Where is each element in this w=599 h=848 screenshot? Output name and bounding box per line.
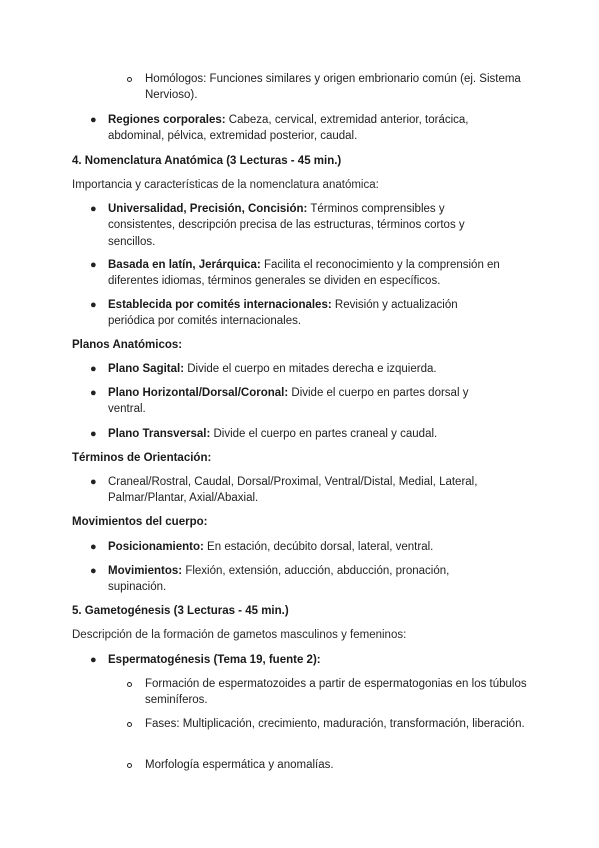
- hollow-circle-bullet-icon: [127, 77, 132, 82]
- bullet-icon: ●: [90, 541, 97, 553]
- plano-transversal-text: Divide el cuerpo en partes craneal y caudal.: [210, 428, 438, 440]
- movimientos-text: Flexión, extensión, aducción, abducción, pronación, supinación.: [108, 565, 450, 594]
- regiones-text: Cabeza, cervical, extremidad anterior, torácica, abdominal, pélvica, extremidad posterior, caudal.: [108, 114, 469, 143]
- plano-sagital-label: Plano Sagital:: [108, 363, 185, 375]
- posicionamiento-text: En estación, decúbito dorsal, lateral, ventral.: [203, 541, 434, 553]
- list-item-espermatogenesis: [90, 652, 510, 668]
- terminos-text: Craneal/Rostral, Caudal, Dorsal/Proximal, Ventral/Distal, Medial, Lateral, Palmar/Plantar, Axial/Abaxial.: [108, 476, 478, 505]
- list-item-homologos: [127, 71, 547, 104]
- bullet-icon: ●: [90, 299, 97, 311]
- list-item-comites: [90, 297, 490, 330]
- section-5-intro: Descripción de la formación de gametos masculinos y femeninos:: [72, 629, 407, 641]
- plano-sagital-text: Divide el cuerpo en mitades derecha e izquierda.: [184, 363, 437, 375]
- movimientos-label: Movimientos:: [108, 565, 183, 577]
- espermatogenesis-label: Espermatogénesis (Tema 19, fuente 2):: [108, 654, 321, 666]
- list-item-regiones: [90, 112, 510, 145]
- section-5-title: 5. Gametogénesis (3 Lecturas - 45 min.): [72, 605, 289, 617]
- hollow-circle-bullet-icon: [127, 763, 132, 768]
- planos-title: Planos Anatómicos:: [72, 339, 183, 351]
- bullet-icon: ●: [90, 654, 97, 666]
- list-item-universalidad: [90, 201, 500, 250]
- section-4-intro: Importancia y características de la nomenclatura anatómica:: [72, 179, 379, 191]
- list-item-esperm-fases: [127, 716, 527, 732]
- hollow-circle-bullet-icon: [127, 722, 132, 727]
- comites-text: Revisión y actualización periódica por comités internacionales.: [108, 299, 458, 328]
- list-item-posicionamiento: [90, 539, 510, 555]
- list-item-movimientos: [90, 563, 490, 596]
- latin-text: Facilita el reconocimiento y la comprensión en diferentes idiomas, términos generales se dividen en específicos.: [108, 259, 500, 288]
- regiones-label: Regiones corporales:: [108, 114, 226, 126]
- list-item-esperm-formacion: [127, 676, 527, 709]
- list-item-text: Morfología espermática y anomalías.: [145, 759, 334, 771]
- comites-label: Establecida por comités internacionales:: [108, 299, 332, 311]
- plano-horizontal-text: Divide el cuerpo en partes dorsal y ventral.: [108, 387, 469, 416]
- bullet-icon: ●: [90, 476, 97, 488]
- list-item-plano-transversal: [90, 426, 510, 442]
- latin-label: Basada en latín, Jerárquica:: [108, 259, 261, 271]
- list-item-latin: [90, 257, 530, 290]
- plano-transversal-label: Plano Transversal:: [108, 428, 211, 440]
- hollow-circle-bullet-icon: [127, 682, 132, 687]
- bullet-icon: ●: [90, 363, 97, 375]
- bullet-icon: ●: [90, 565, 97, 577]
- bullet-icon: ●: [90, 203, 97, 215]
- movimientos-title: Movimientos del cuerpo:: [72, 516, 208, 528]
- bullet-icon: ●: [90, 428, 97, 440]
- plano-horizontal-label: Plano Horizontal/Dorsal/Coronal:: [108, 387, 289, 399]
- list-item-terminos: [90, 474, 510, 507]
- list-item-plano-sagital: [90, 361, 510, 377]
- bullet-icon: ●: [90, 114, 97, 126]
- universalidad-text: Términos comprensibles y consistentes, descripción precisa de las estructuras, términos cortos y sencillos.: [108, 203, 465, 248]
- bullet-icon: ●: [90, 259, 97, 271]
- list-item-esperm-morfologia: [127, 757, 527, 773]
- list-item-text: Formación de espermatozoides a partir de espermatogonias en los túbulos seminíferos.: [145, 678, 527, 707]
- list-item-text: Fases: Multiplicación, crecimiento, maduración, transformación, liberación.: [145, 718, 525, 730]
- posicionamiento-label: Posicionamiento:: [108, 541, 204, 553]
- bullet-icon: ●: [90, 387, 97, 399]
- list-item-text: Homólogos: Funciones similares y origen embrionario común (ej. Sistema Nervioso).: [145, 73, 521, 102]
- terminos-title: Términos de Orientación:: [72, 452, 212, 464]
- section-4-title: 4. Nomenclatura Anatómica (3 Lecturas - 45 min.): [72, 155, 342, 167]
- list-item-plano-horizontal: [90, 385, 500, 418]
- universalidad-label: Universalidad, Precisión, Concisión:: [108, 203, 308, 215]
